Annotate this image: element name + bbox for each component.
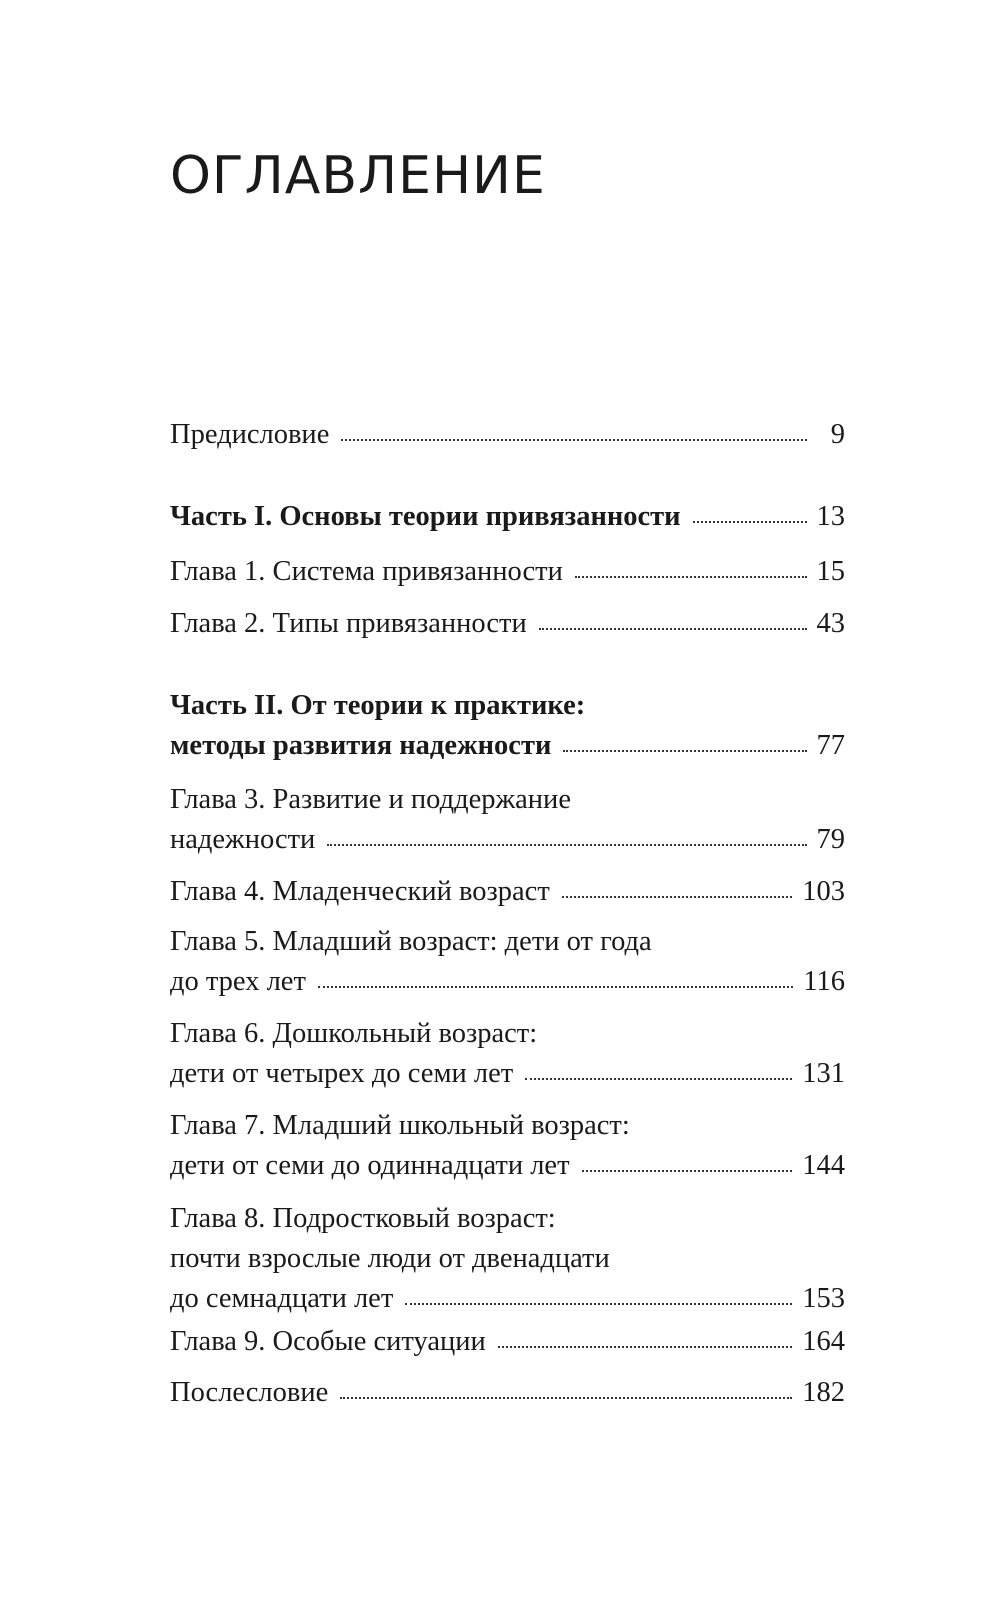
toc-page-number: 182	[802, 1377, 845, 1408]
toc-entry-chapter-2[interactable]	[170, 604, 845, 644]
toc-page-number: 9	[830, 419, 845, 450]
toc-entry-title-line: почти взрослые люди от двенадцати	[170, 1243, 610, 1274]
dot-leader	[327, 844, 806, 846]
toc-entry-title: Послесловие	[170, 1377, 329, 1408]
dot-leader	[582, 1170, 793, 1172]
dot-leader	[341, 439, 807, 441]
dot-leader	[498, 1346, 793, 1348]
toc-page-number: 144	[802, 1150, 845, 1181]
toc-entry-chapter-4[interactable]	[170, 872, 845, 912]
toc-entry-title-line: Глава 3. Развитие и поддержание	[170, 784, 571, 815]
toc-entry-preface[interactable]	[170, 415, 845, 455]
toc-entry-chapter-6[interactable]	[170, 1014, 845, 1094]
toc-entry-title-line: до семнадцати лет	[170, 1283, 394, 1314]
toc-entry-title-line: Глава 5. Младший возраст: дети от года	[170, 926, 652, 957]
toc-page-number: 153	[802, 1283, 845, 1314]
dot-leader	[693, 521, 807, 523]
toc-entry-title-line: надежности	[170, 824, 316, 855]
toc-entry-chapter-5[interactable]	[170, 922, 845, 1002]
dot-leader	[563, 750, 806, 752]
toc-page-number: 164	[802, 1326, 845, 1357]
toc-page-number: 77	[816, 730, 845, 761]
toc-entry-title-line: Часть II. От теории к практике:	[170, 690, 586, 721]
toc-entry-chapter-9[interactable]	[170, 1322, 845, 1362]
toc-page-number: 79	[816, 824, 845, 855]
toc-entry-title-line: дети от семи до одиннадцати лет	[170, 1150, 570, 1181]
dot-leader	[318, 986, 793, 988]
toc-entry-title-line: Глава 6. Дошкольный возраст:	[170, 1018, 538, 1049]
dot-leader	[525, 1078, 792, 1080]
toc-entry-title-line: Глава 7. Младший школьный возраст:	[170, 1110, 630, 1141]
toc-entry-title-line: методы развития надежности	[170, 730, 552, 761]
toc-entry-part-1[interactable]	[170, 497, 845, 537]
toc-entry-afterword[interactable]	[170, 1373, 845, 1413]
toc-entry-title: Глава 2. Типы привязанности	[170, 608, 527, 639]
toc-entry-title-line: дети от четырех до семи лет	[170, 1058, 514, 1089]
toc-entry-title-line: Глава 8. Подростковый возраст:	[170, 1203, 556, 1234]
toc-entry-title: Глава 1. Система привязанности	[170, 556, 563, 587]
toc-page-number: 116	[803, 966, 845, 997]
dot-leader	[340, 1397, 792, 1399]
toc-entry-title: Предисловие	[170, 419, 330, 450]
toc-entry-part-2[interactable]	[170, 686, 845, 766]
dot-leader	[562, 896, 792, 898]
toc-page-number: 15	[816, 556, 845, 587]
toc-entry-chapter-8[interactable]	[170, 1199, 845, 1319]
toc-entry-title-line: до трех лет	[170, 966, 306, 997]
toc-page-number: 131	[802, 1058, 845, 1089]
toc-entry-title: Часть I. Основы теории привязанности	[170, 501, 681, 532]
toc-page-number: 103	[802, 876, 845, 907]
toc-entry-chapter-3[interactable]	[170, 780, 845, 860]
dot-leader	[405, 1303, 792, 1305]
toc-entry-chapter-7[interactable]	[170, 1106, 845, 1186]
toc-entry-chapter-1[interactable]	[170, 552, 845, 592]
toc-page-number: 13	[816, 501, 845, 532]
dot-leader	[539, 628, 807, 630]
toc-entry-title: Глава 9. Особые ситуации	[170, 1326, 486, 1357]
toc-page-number: 43	[816, 608, 845, 639]
page-title: ОГЛАВЛЕНИЕ	[170, 146, 546, 206]
toc-entry-title: Глава 4. Младенческий возраст	[170, 876, 550, 907]
dot-leader	[575, 576, 807, 578]
